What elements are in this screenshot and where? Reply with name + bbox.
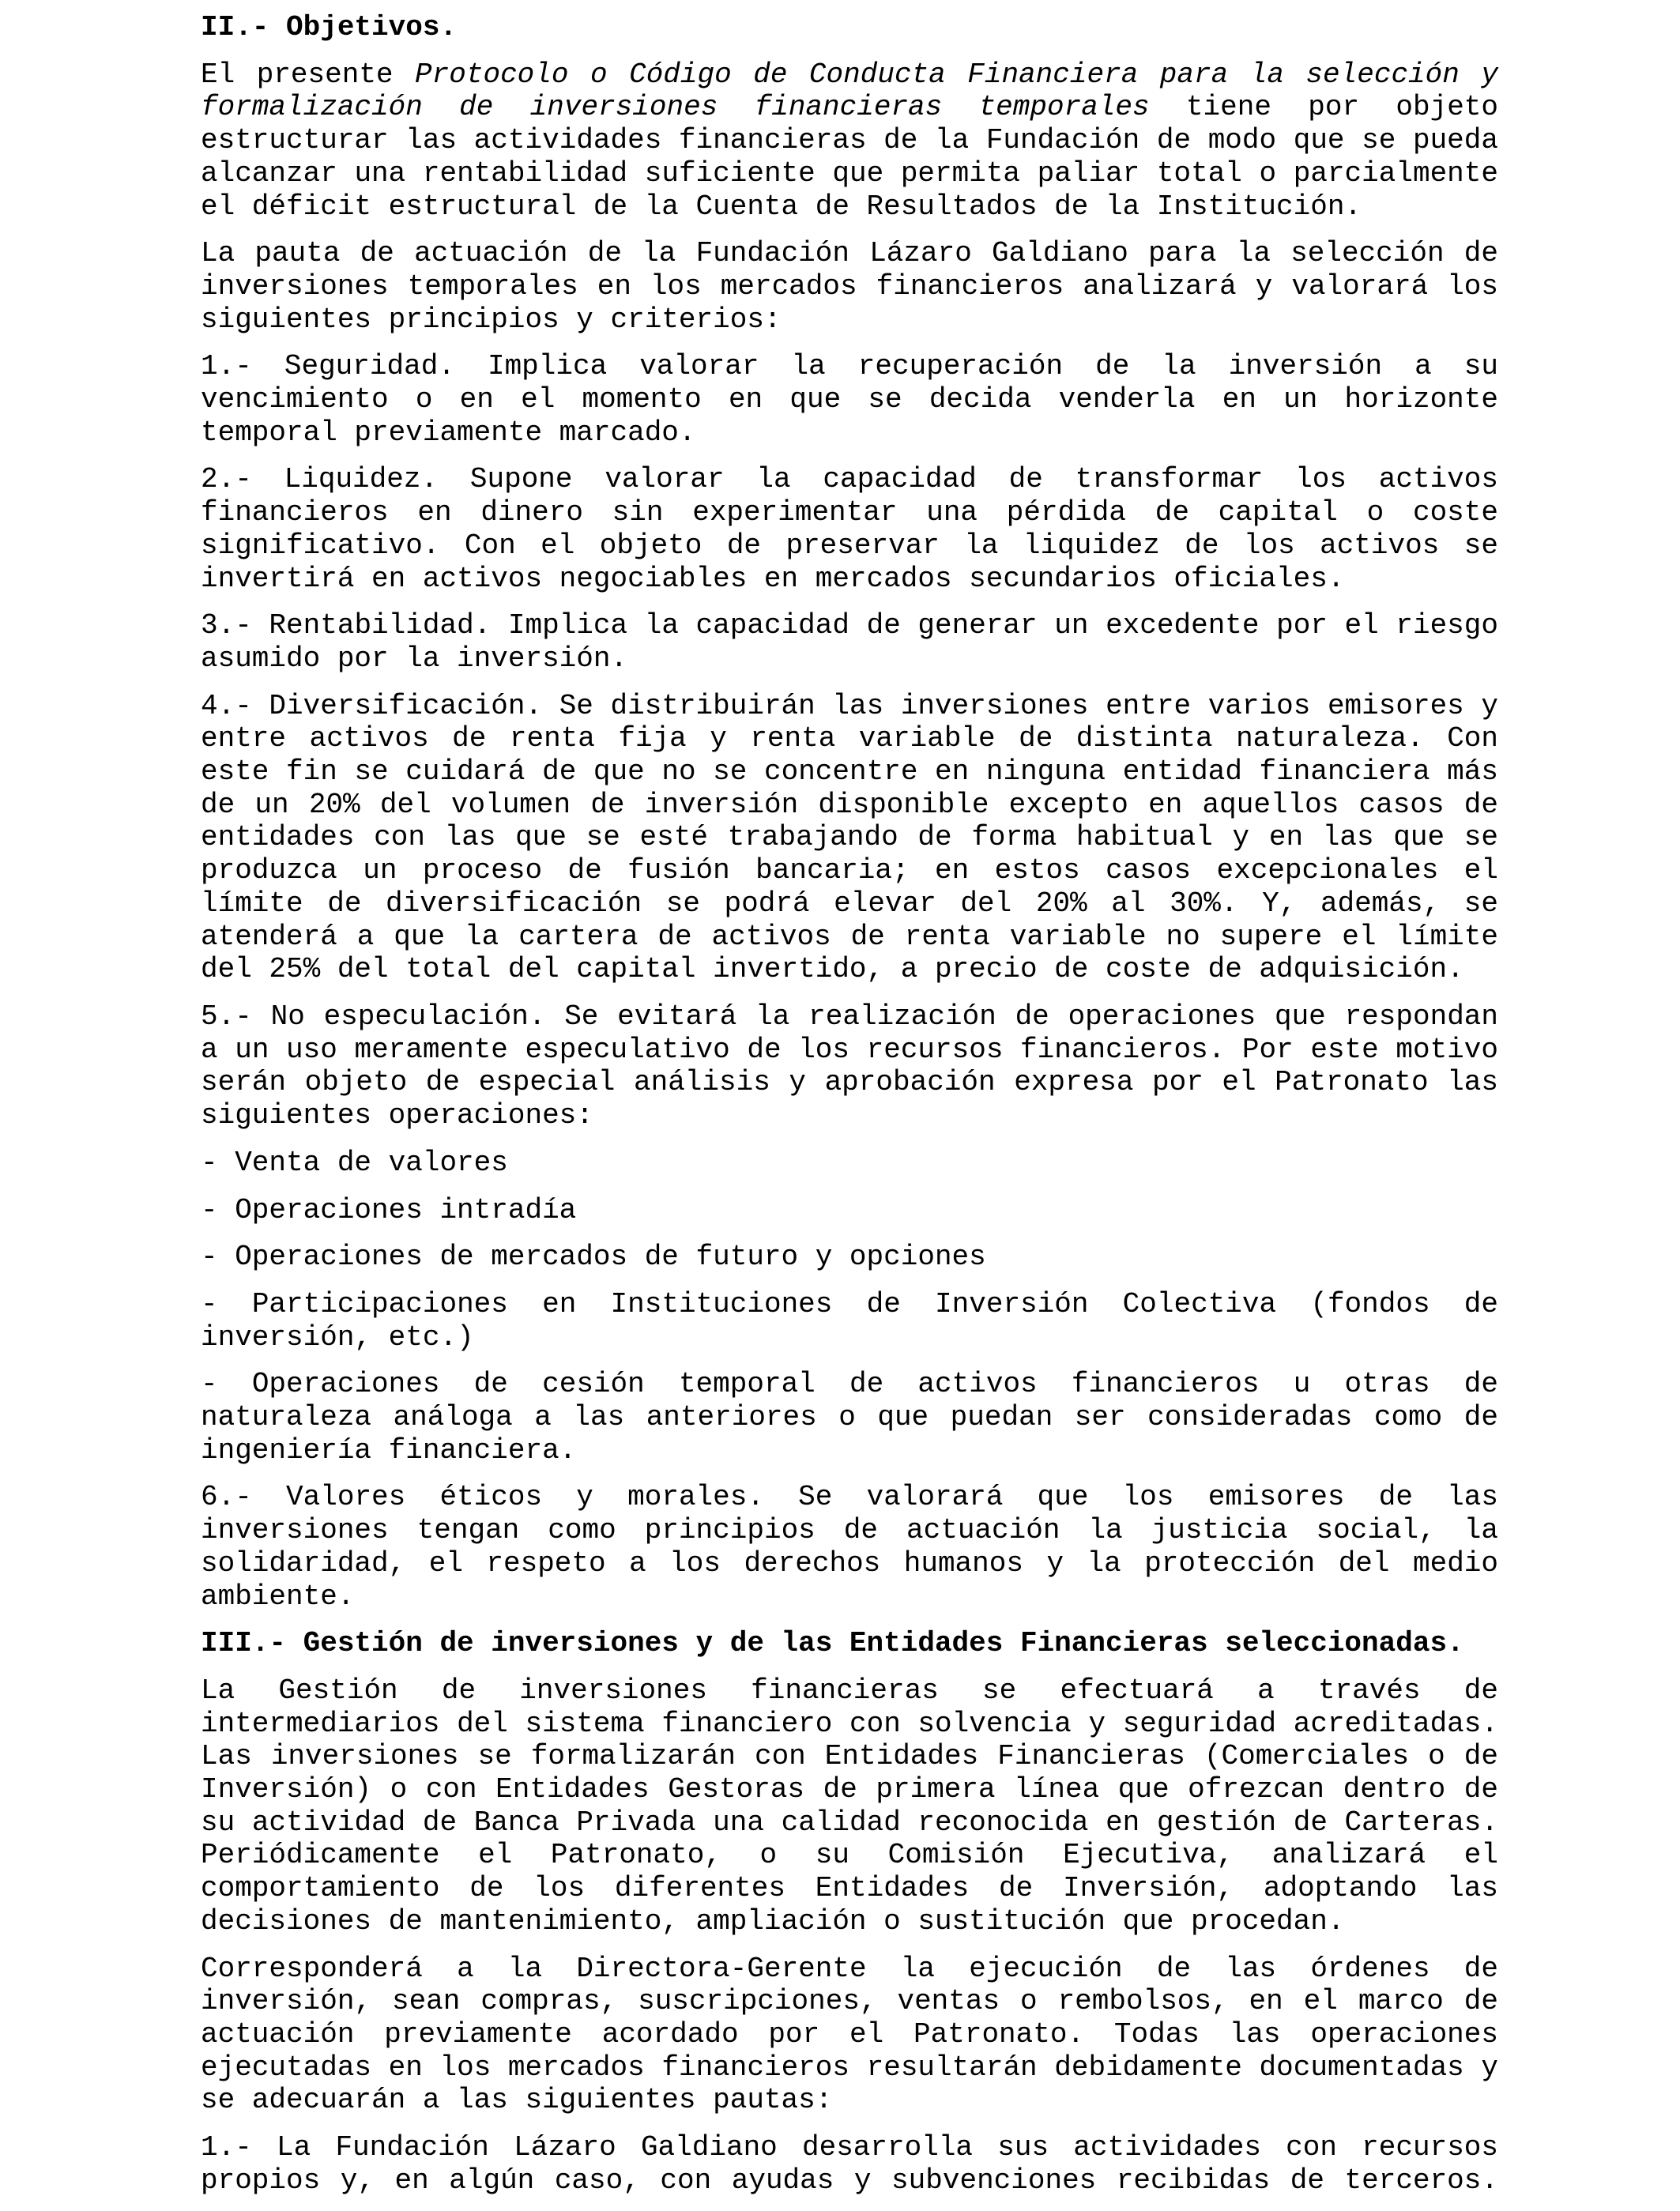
operation-item: - Operaciones de cesión temporal de activos financieros u otras de naturaleza análoga a las anteriores o que puedan ser consideradas como de ingeniería financiera.	[201, 1368, 1498, 1467]
operation-item: - Participaciones en Instituciones de Inversión Colectiva (fondos de inversión, etc.)	[201, 1287, 1498, 1354]
protocol-title: Protocolo o Código de Conducta Financiera para la selección y formalización de inversiones financieras temporales	[201, 58, 1498, 124]
pauta-item-1: 1.- La Fundación Lázaro Galdiano desarrolla sus actividades con recursos propios y, en algún caso, con ayudas y subvenciones recibidas de terceros.	[201, 2131, 1498, 2197]
principle-diversificacion: 4.- Diversificación. Se distribuirán las inversiones entre varios emisores y entre activos de renta fija y renta variable de distinta naturaleza. Con este fin se cuidará de que no se concentre en ninguna entidad financiera más de un 20% del volumen de inversión disponible excepto en aquellos casos de entidades con las que se esté trabajando de forma habitual y en las que se produzca un proceso de fusión bancaria; en estos casos excepcionales el límite de diversificación se podrá elevar del 20% al 30%. Y, además, se atenderá a que la cartera de activos de renta variable no supere el límite del 25% del total del capital invertido, a precio de coste de adquisición.	[201, 689, 1498, 986]
principle-seguridad: 1.- Seguridad. Implica valorar la recuperación de la inversión a su vencimiento o en el momento en que se decida venderla en un horizonte temporal previamente marcado.	[201, 350, 1498, 449]
pauta-paragraph: La pauta de actuación de la Fundación Lázaro Galdiano para la selección de inversiones temporales en los mercados financieros analizará y valorará los siguientes principios y criterios:	[201, 237, 1498, 336]
directora-paragraph: Corresponderá a la Directora-Gerente la ejecución de las órdenes de inversión, sean compras, suscripciones, ventas o rembolsos, en el marco de actuación previamente acordado por el Patronato. Todas las operaciones ejecutadas en los mercados financieros resultarán debidamente documentadas y se adecuarán a las siguientes pautas:	[201, 1952, 1498, 2117]
intro-post: tiene por objeto estructurar las actividades financieras de la Fundación de modo que se pueda alcanzar una rentabilidad suficiente que permita paliar total o parcialmente el déficit estructural de la Cuenta de Resultados de la Institución.	[201, 91, 1499, 223]
document-page	[201, 11, 1498, 2211]
principle-rentabilidad: 3.- Rentabilidad. Implica la capacidad de generar un excedente por el riesgo asumido por la inversión.	[201, 609, 1498, 675]
principle-no-especulacion: 5.- No especulación. Se evitará la realización de operaciones que respondan a un uso meramente especulativo de los recursos financieros. Por este motivo serán objeto de especial análisis y aprobación expresa por el Patronato las siguientes operaciones:	[201, 1000, 1498, 1132]
intro-paragraph	[201, 58, 1498, 224]
section-heading-objetivos: II.- Objetivos.	[201, 11, 458, 43]
intro-pre: El presente	[201, 58, 416, 91]
principle-liquidez: 2.- Liquidez. Supone valorar la capacidad de transformar los activos financieros en dinero sin experimentar una pérdida de capital o coste significativo. Con el objeto de preservar la liquidez de los activos se invertirá en activos negociables en mercados secundarios oficiales.	[201, 463, 1498, 595]
operation-item: - Operaciones intradía	[201, 1193, 577, 1226]
section-heading-gestion: III.- Gestión de inversiones y de las Entidades Financieras seleccionadas.	[201, 1627, 1464, 1660]
operation-item: - Operaciones de mercados de futuro y opciones	[201, 1241, 986, 1274]
gestion-paragraph: La Gestión de inversiones financieras se efectuará a través de intermediarios del sistema financiero con solvencia y seguridad acreditadas. Las inversiones se formalizarán con Entidades Financieras (Comerciales o de Inversión) o con Entidades Gestoras de primera línea que ofrezcan dentro de su actividad de Banca Privada una calidad reconocida en gestión de Carteras. Periódicamente el Patronato, o su Comisión Ejecutiva, analizará el comportamiento de los diferentes Entidades de Inversión, adoptando las decisiones de mantenimiento, ampliación o sustitución que procedan.	[201, 1674, 1498, 1938]
principle-valores-eticos: 6.- Valores éticos y morales. Se valorará que los emisores de las inversiones tengan como principios de actuación la justicia social, la solidaridad, el respeto a los derechos humanos y la protección del medio ambiente.	[201, 1481, 1498, 1613]
operation-item: - Venta de valores	[201, 1146, 508, 1179]
